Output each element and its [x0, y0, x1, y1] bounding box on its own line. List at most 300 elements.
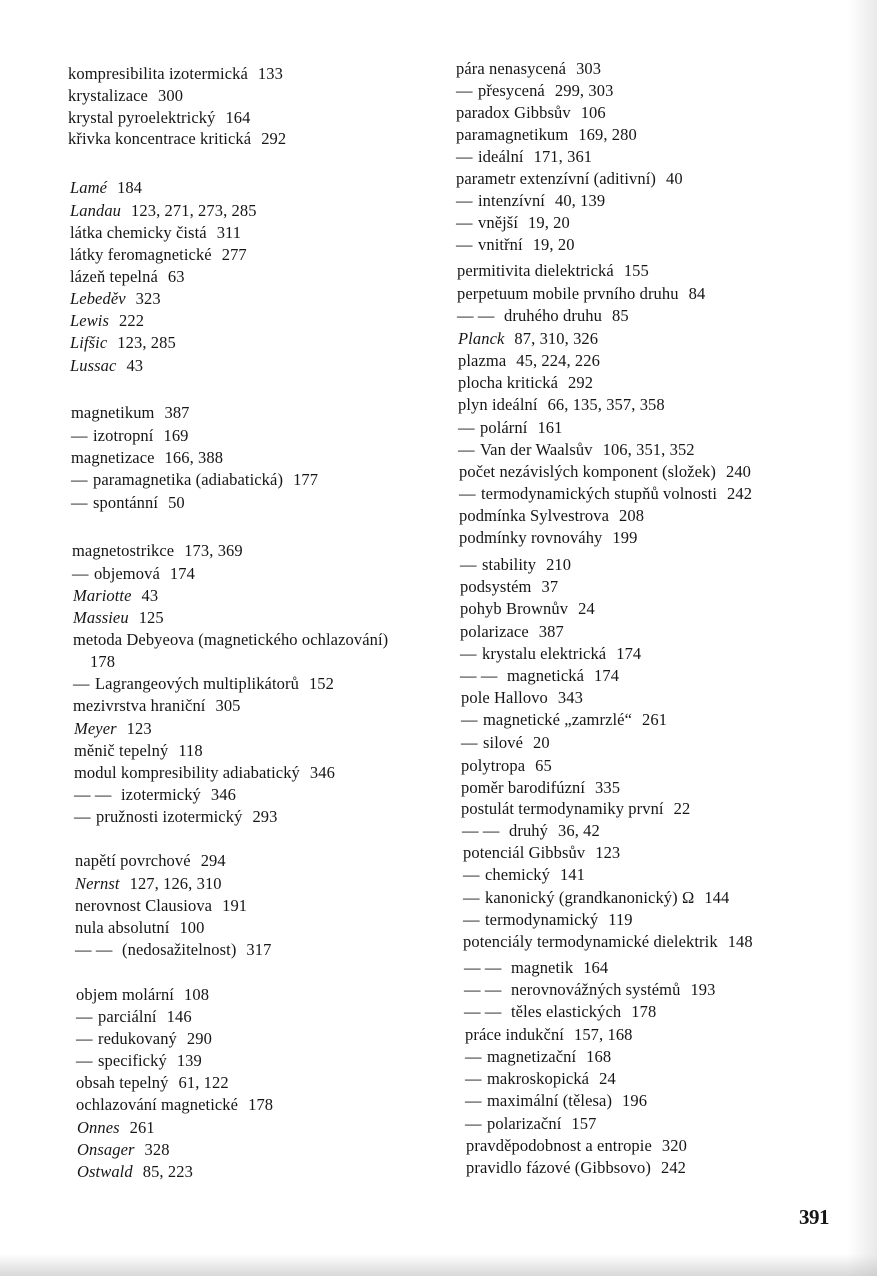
page-references: 146 [166, 1007, 192, 1026]
page-references: 261 [129, 1118, 155, 1137]
page-references: 346 [309, 763, 335, 782]
page-references: 169, 280 [578, 125, 637, 144]
page-references: 191 [222, 896, 248, 915]
index-entry [465, 1025, 633, 1045]
page-references: 139 [176, 1051, 202, 1070]
index-entry [456, 81, 613, 101]
page-references: 65 [535, 756, 552, 775]
index-term-person: Planck [458, 329, 505, 348]
page-references: 292 [261, 129, 287, 148]
index-entry [76, 1095, 273, 1115]
index-term: magnetikum [71, 403, 155, 422]
double-dash-marker: — — [464, 958, 502, 977]
index-term: plocha kritická [458, 373, 559, 392]
dash-marker: — [73, 674, 90, 693]
page-references: 148 [727, 932, 753, 951]
index-term-person: Nernst [75, 874, 120, 893]
dash-marker: — [465, 1047, 482, 1066]
index-term: pravděpodobnost a entropie [466, 1136, 652, 1155]
index-term: krystalu elektrická [482, 644, 607, 663]
page-references: 168 [586, 1047, 612, 1066]
dash-marker: — [463, 865, 480, 884]
page-references: 169 [163, 426, 189, 445]
index-term: magnetostrikce [72, 541, 175, 560]
dash-marker: — [72, 564, 89, 583]
page-references: 292 [568, 373, 594, 392]
index-term: paradox Gibbsův [456, 103, 571, 122]
page-references: 193 [690, 980, 716, 999]
index-term: metoda Debyeova (magnetického ochlazování) [73, 630, 389, 649]
index-term-person: Meyer [74, 719, 117, 738]
index-entry [77, 1140, 170, 1160]
page-references: 164 [583, 958, 609, 977]
index-entry [75, 851, 226, 871]
index-entry [461, 733, 550, 753]
index-entry [457, 284, 705, 304]
index-entry [75, 874, 222, 894]
index-entry [456, 147, 592, 167]
index-term: permitivita dielektrická [457, 261, 614, 280]
index-term: měnič tepelný [74, 741, 169, 760]
index-entry [71, 403, 190, 423]
index-term: magnetik [511, 958, 574, 977]
index-term: modul kompresibility adiabatický [74, 763, 300, 782]
dash-marker: — [76, 1051, 93, 1070]
page-references: 43 [141, 586, 159, 605]
index-term: maximální (tělesa) [487, 1091, 613, 1110]
dash-marker: — [456, 147, 473, 166]
index-entry [463, 888, 729, 908]
index-entry [461, 756, 552, 776]
index-term: postulát termodynamiky první [461, 799, 664, 818]
index-entry [465, 1114, 596, 1134]
index-entry [456, 125, 637, 145]
dash-marker: — [460, 644, 477, 663]
index-entry [70, 178, 142, 198]
index-entry [73, 586, 158, 606]
page-references: 335 [595, 778, 621, 797]
page-references: 19, 20 [532, 235, 575, 254]
page-references: 317 [246, 940, 272, 959]
page-references: 125 [138, 608, 164, 627]
page-bottom-shadow [0, 1254, 877, 1276]
index-entry [71, 470, 318, 490]
page-references: 45, 224, 226 [516, 351, 600, 370]
index-entry [70, 267, 185, 287]
index-term: obsah tepelný [76, 1073, 169, 1092]
page-references: 84 [688, 284, 706, 303]
index-term: pružnosti izotermický [96, 807, 243, 826]
index-entry [71, 426, 189, 446]
page-references: 174 [616, 644, 642, 663]
index-term: podmínky rovnováhy [459, 528, 603, 547]
index-term: křivka koncentrace kritická [68, 129, 252, 148]
index-term: parciální [98, 1007, 157, 1026]
index-term: ideální [478, 147, 524, 166]
page-references: 174 [594, 666, 620, 685]
index-entry [76, 1007, 192, 1027]
index-entry [73, 608, 164, 628]
index-term: potenciál Gibbsův [463, 843, 586, 862]
index-entry [76, 1073, 229, 1093]
index-entry [461, 710, 667, 730]
index-term: paramagnetikum [456, 125, 569, 144]
index-term: druhý [509, 821, 548, 840]
page-references: 261 [642, 710, 668, 729]
index-term: (nedosažitelnost) [122, 940, 237, 959]
page-number: 391 [799, 1205, 829, 1229]
index-term-person: Lussac [70, 356, 117, 375]
page-references: 343 [557, 688, 583, 707]
dash-marker: — [456, 213, 473, 232]
index-term: redukovaný [98, 1029, 177, 1048]
index-entry [456, 59, 601, 79]
index-entry [459, 484, 752, 504]
index-term: druhého druhu [504, 306, 602, 325]
index-entry [75, 918, 205, 938]
index-entry [464, 1002, 656, 1022]
index-term: parametr extenzívní (aditivní) [456, 169, 657, 188]
dash-marker: — [459, 484, 476, 503]
page-references: 24 [599, 1069, 616, 1088]
index-entry [456, 213, 570, 233]
index-term: krystalizace [68, 86, 148, 105]
page-references: 22 [673, 799, 691, 818]
page-references: 294 [200, 851, 226, 870]
index-term: polarizace [460, 622, 529, 641]
index-entry [70, 201, 257, 221]
index-term: krystal pyroelektrický [68, 108, 216, 127]
index-entry [456, 235, 575, 255]
dash-marker: — [456, 81, 473, 100]
dash-marker: — [76, 1007, 93, 1026]
page-references: 123 [126, 719, 152, 738]
index-term: vnitřní [478, 235, 523, 254]
index-term-person: Landau [70, 201, 122, 220]
index-entry [70, 245, 247, 265]
index-term: Van der Waalsův [480, 440, 593, 459]
index-term: stability [482, 555, 537, 574]
page-references: 293 [252, 807, 278, 826]
page-edge-shadow [847, 0, 877, 1276]
index-entry [75, 940, 271, 960]
index-entry [461, 778, 620, 798]
index-term: termodynamický [485, 910, 599, 929]
index-entry [458, 440, 695, 460]
page-references: 123 [595, 843, 621, 862]
page-references: 133 [257, 64, 283, 83]
index-entry [456, 191, 605, 211]
page-references: 299, 303 [554, 81, 614, 100]
index-term: magnetizační [487, 1047, 577, 1066]
index-entry [456, 103, 606, 123]
index-entry [465, 1069, 616, 1089]
index-term: práce indukční [465, 1025, 564, 1044]
index-term: izotropní [93, 426, 154, 445]
index-entry [464, 980, 716, 1000]
index-term: spontánní [93, 493, 159, 512]
page-references: 141 [559, 865, 586, 884]
page-references: 222 [119, 311, 145, 330]
page-references: 210 [546, 555, 572, 574]
page-references: 305 [215, 696, 241, 715]
index-term: nula absolutní [75, 918, 170, 937]
dash-marker: — [458, 440, 475, 459]
index-term: nerovnost Clausiova [75, 896, 213, 915]
page-references: 123, 285 [117, 333, 176, 352]
index-entry [73, 630, 388, 650]
index-entry [460, 555, 571, 575]
dash-marker: — [465, 1091, 482, 1110]
index-term-person: Mariotte [73, 586, 132, 605]
page-references: 346 [210, 785, 236, 804]
index-entry [459, 506, 644, 526]
index-term: poměr barodifúzní [461, 778, 586, 797]
double-dash-marker: — — [74, 785, 112, 804]
index-term: plyn ideální [458, 395, 538, 414]
index-term: lázeň tepelná [70, 267, 158, 286]
index-term: napětí povrchové [75, 851, 191, 870]
index-term: kanonický (grandkanonický) Ω [485, 888, 695, 907]
page-references: 63 [167, 267, 185, 286]
page-references: 290 [186, 1029, 212, 1048]
dash-marker: — [460, 555, 477, 574]
index-entry [457, 261, 649, 281]
index-term: magnetická [507, 666, 585, 685]
index-entry [460, 622, 564, 642]
index-entry [458, 373, 593, 393]
dash-marker: — [461, 710, 478, 729]
page-references: 173, 369 [184, 541, 243, 560]
dash-marker: — [461, 733, 478, 752]
index-entry [68, 129, 286, 149]
page-references: 144 [704, 888, 730, 907]
index-term-person: Lebeděv [70, 289, 126, 308]
dash-marker: — [74, 807, 91, 826]
index-entry [458, 329, 598, 349]
index-term: pára nenasycená [456, 59, 567, 78]
index-term: podsystém [460, 577, 532, 596]
page-references: 106 [580, 103, 606, 122]
page-references: 20 [533, 733, 550, 752]
page-references: 161 [537, 418, 563, 437]
dash-marker: — [465, 1114, 482, 1133]
page-references: 157 [571, 1114, 597, 1133]
index-entry [460, 644, 641, 664]
index-entry [68, 64, 283, 84]
index-entry [77, 1118, 155, 1138]
index-term: potenciály termodynamické dielektrik [463, 932, 718, 951]
page-references: 174 [169, 564, 195, 583]
index-entry [73, 674, 334, 694]
page-references: 240 [725, 462, 752, 481]
page-references: 199 [612, 528, 638, 547]
index-entry [465, 1047, 611, 1067]
dash-marker: — [458, 418, 475, 437]
page-references: 300 [158, 86, 184, 105]
page-references: 40, 139 [554, 191, 606, 210]
index-entry [73, 696, 241, 716]
index-entry [74, 719, 152, 739]
index-term: objemová [94, 564, 160, 583]
index-entry [70, 356, 143, 376]
index-entry [458, 395, 665, 415]
index-entry [72, 541, 243, 561]
index-term: polární [480, 418, 528, 437]
index-entry [76, 1029, 212, 1049]
page-references: 108 [184, 985, 210, 1004]
index-term-person: Ostwald [77, 1162, 133, 1181]
index-entry [463, 843, 620, 863]
index-entry [72, 564, 195, 584]
page-references: 323 [135, 289, 161, 308]
index-term: pole Hallovo [461, 688, 548, 707]
index-term: pohyb Brownův [460, 599, 569, 618]
index-entry [71, 493, 185, 513]
index-term: objem molární [76, 985, 174, 1004]
index-entry [70, 223, 241, 243]
dash-marker: — [456, 191, 473, 210]
page-references: 37 [541, 577, 559, 596]
page-references: 61, 122 [178, 1073, 229, 1092]
index-entry [75, 896, 247, 916]
page-references: 164 [225, 108, 251, 127]
page-references: 166, 388 [164, 448, 224, 467]
index-term: podmínka Sylvestrova [459, 506, 610, 525]
page-references: 66, 135, 357, 358 [547, 395, 665, 414]
index-entry [464, 958, 608, 978]
index-term: kompresibilita izotermická [68, 64, 248, 83]
index-entry [459, 528, 637, 548]
page-references: 152 [308, 674, 335, 693]
index-entry [461, 799, 690, 819]
index-entry [68, 108, 251, 128]
index-entry [456, 169, 683, 189]
page-references: 242 [660, 1158, 687, 1177]
index-entry [466, 1136, 687, 1156]
page-references: 118 [178, 741, 203, 760]
index-term: mezivrstva hraniční [73, 696, 206, 715]
index-entry [463, 910, 633, 930]
page-references: 320 [661, 1136, 687, 1155]
index-entry [463, 932, 753, 952]
double-dash-marker: — — [464, 1002, 502, 1021]
index-term: termodynamických stupňů volnosti [481, 484, 718, 503]
page-references: 328 [144, 1140, 170, 1159]
index-term: izotermický [121, 785, 201, 804]
page-references: 242 [727, 484, 753, 503]
page-references: 177 [293, 470, 319, 489]
page-references: 24 [578, 599, 595, 618]
double-dash-marker: — — [75, 940, 113, 959]
index-term: látky feromagnetické [70, 245, 212, 264]
page-references: 100 [179, 918, 205, 937]
index-entry [70, 333, 176, 353]
index-term: počet nezávislých komponent (složek) [459, 462, 716, 481]
index-term: perpetuum mobile prvního druhu [457, 284, 679, 303]
index-entry [90, 652, 115, 672]
index-term: pravidlo fázové (Gibbsovo) [466, 1158, 651, 1177]
index-term: těles elastických [511, 1002, 622, 1021]
page-references: 85, 223 [142, 1162, 193, 1181]
index-term: ochlazování magnetické [76, 1095, 239, 1114]
index-term: polytropa [461, 756, 526, 775]
index-entry [460, 666, 619, 686]
page-references: 387 [538, 622, 564, 641]
index-entry [68, 86, 183, 106]
double-dash-marker: — — [457, 306, 495, 325]
page-references: 277 [221, 245, 247, 264]
index-term-person: Lewis [70, 311, 110, 330]
page-references: 40 [666, 169, 683, 188]
page-references: 87, 310, 326 [514, 329, 599, 348]
index-entry [457, 306, 629, 326]
page-references: 208 [619, 506, 645, 525]
index-term: nerovnovážných systémů [511, 980, 681, 999]
page-references: 303 [576, 59, 602, 78]
index-term: silové [483, 733, 524, 752]
index-term-person: Massieu [73, 608, 129, 627]
page-references: 85 [612, 306, 629, 325]
dash-marker: — [456, 235, 473, 254]
index-entry [74, 807, 278, 827]
index-term: polarizační [487, 1114, 562, 1133]
index-entry [77, 1162, 193, 1182]
page-references: 155 [623, 261, 649, 280]
dash-marker: — [76, 1029, 93, 1048]
index-term: makroskopická [487, 1069, 590, 1088]
index-entry [74, 785, 236, 805]
page-references: 178 [90, 652, 116, 671]
index-entry [462, 821, 600, 841]
dash-marker: — [71, 426, 88, 445]
index-entry [466, 1158, 686, 1178]
index-term: vnější [478, 213, 519, 232]
index-entry [71, 448, 223, 468]
page-references: 19, 20 [528, 213, 570, 232]
index-term: přesycená [478, 81, 545, 100]
index-entry [74, 763, 335, 783]
page-references: 43 [126, 356, 144, 375]
dash-marker: — [71, 493, 88, 512]
index-term-person: Onnes [77, 1118, 120, 1137]
index-entry [458, 351, 600, 371]
page-references: 184 [117, 178, 143, 197]
page-references: 387 [164, 403, 190, 422]
page-references: 178 [631, 1002, 657, 1021]
index-term-person: Lamé [70, 178, 108, 197]
index-entry [76, 1051, 202, 1071]
index-entry [465, 1091, 647, 1111]
index-entry [74, 741, 203, 761]
page-references: 106, 351, 352 [602, 440, 695, 459]
dash-marker: — [463, 910, 480, 929]
index-term: plazma [458, 351, 507, 370]
index-term: Lagrangeových multiplikátorů [95, 674, 299, 693]
page-references: 50 [168, 493, 185, 512]
index-entry [463, 865, 585, 885]
page-references: 119 [608, 910, 633, 929]
page-references: 36, 42 [558, 821, 600, 840]
dash-marker: — [465, 1069, 482, 1088]
index-term: specifický [98, 1051, 167, 1070]
page-references: 127, 126, 310 [129, 874, 222, 893]
index-term: magnetické „zamrzlé“ [483, 710, 633, 729]
index-term: látka chemicky čistá [70, 223, 207, 242]
page-references: 311 [216, 223, 242, 242]
double-dash-marker: — — [462, 821, 500, 840]
double-dash-marker: — — [464, 980, 502, 999]
